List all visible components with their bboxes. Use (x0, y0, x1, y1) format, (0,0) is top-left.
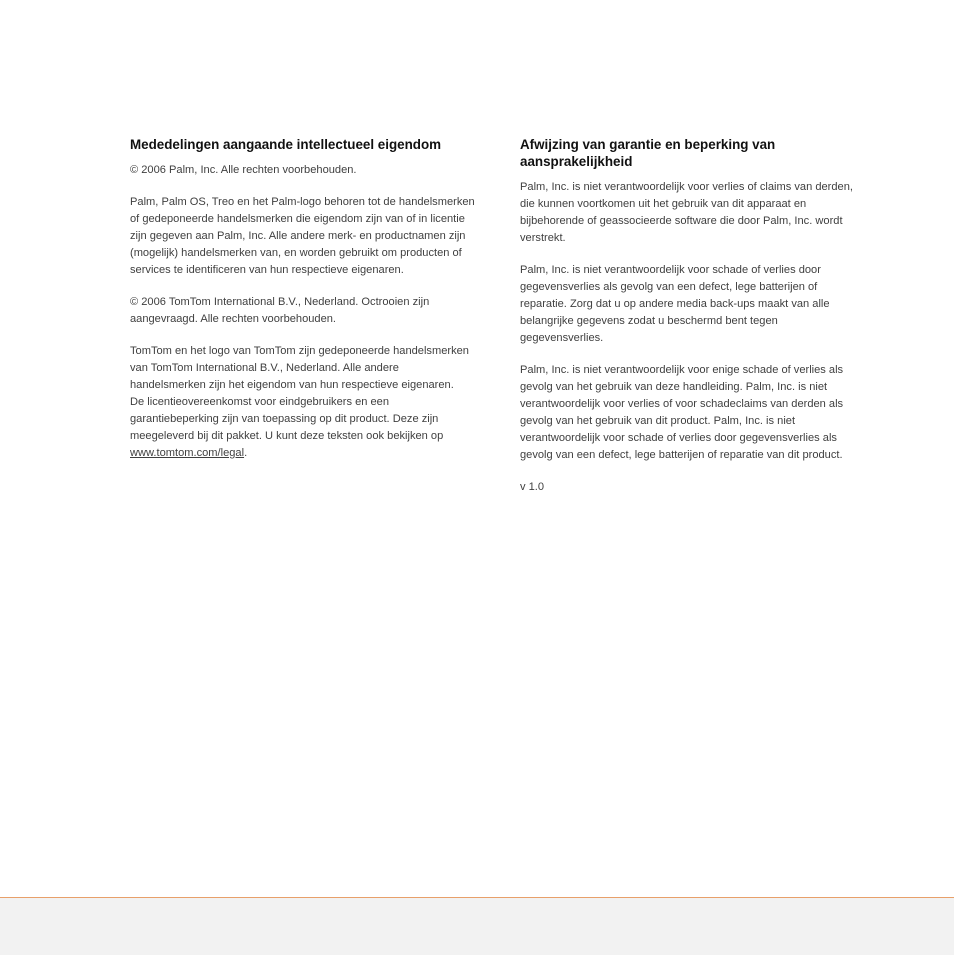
copyright-palm: © 2006 Palm, Inc. Alle rechten voorbehouden. (130, 164, 357, 176)
link-suffix: . (244, 447, 248, 459)
palm-trademarks-paragraph: Palm, Palm OS, Treo en het Palm-logo behoren tot de handelsmerken of gedeponeerde handelsmerken die eigendom zijn van of in licentie zijn gegeven aan Palm, Inc. Alle andere merk- en productnamen zijn (mogelijk) handelsmerken van, en worden gebruikt om producten of services te identificeren van hun respectieve eigenaren. (130, 196, 475, 276)
warranty-paragraph-3: Palm, Inc. is niet verantwoordelijk voor enige schade of verlies als gevolg van het gebruik van deze handleiding. Palm, Inc. is niet verantwoordelijk voor verlies of voor schadeclaims van derden als gevolg van het gebruik van dit product. Palm, Inc. is niet verantwoordelijk voor schade of verlies door gegevensverlies als gevolg van een defect, lege batterijen of reparatie van dit product. (520, 364, 844, 461)
version-label: v 1.0 (520, 481, 545, 493)
ip-notice-column (130, 136, 500, 477)
tomtom-trademarks-paragraph (130, 343, 500, 462)
warranty-column (520, 136, 888, 511)
copyright-tomtom: © 2006 TomTom International B.V., Nederland. Octrooien zijn aangevraagd. Alle rechten voorbehouden. (130, 296, 430, 325)
tomtom-legal-link[interactable]: www.tomtom.com/legal (130, 447, 245, 459)
warranty-heading: Afwijzing van garantie en beperking van aansprakelijkheid (520, 137, 776, 169)
tomtom-trademarks-text: TomTom en het logo van TomTom zijn gedeponeerde handelsmerken van TomTom International B.V., Nederland. Alle andere handelsmerken zijn het eigendom van hun respectieve eigenaren. De licentieovereenkomst voor eindgebruikers en een garantiebeperking zijn van toepassing op dit product. Deze zijn meegeleverd bij dit pakket. U kunt deze teksten ook bekijken op (130, 345, 469, 442)
footer-bar (0, 897, 954, 955)
ip-notice-heading: Mededelingen aangaande intellectueel eigendom (130, 137, 442, 152)
warranty-paragraph-2: Palm, Inc. is niet verantwoordelijk voor schade of verlies door gegevensverlies als gevolg van een defect, lege batterijen of reparatie. Zorg dat u op andere media back-ups maakt van alle belangrijke gegevens zodat u beschermd bent tegen gegevensverlies. (520, 264, 830, 344)
warranty-paragraph-1: Palm, Inc. is niet verantwoordelijk voor verlies of claims van derden, die kunnen voortkomen uit het gebruik van dit apparaat en bijbehorende of geassocieerde software die door Palm, Inc. wordt verstrekt. (520, 181, 853, 244)
